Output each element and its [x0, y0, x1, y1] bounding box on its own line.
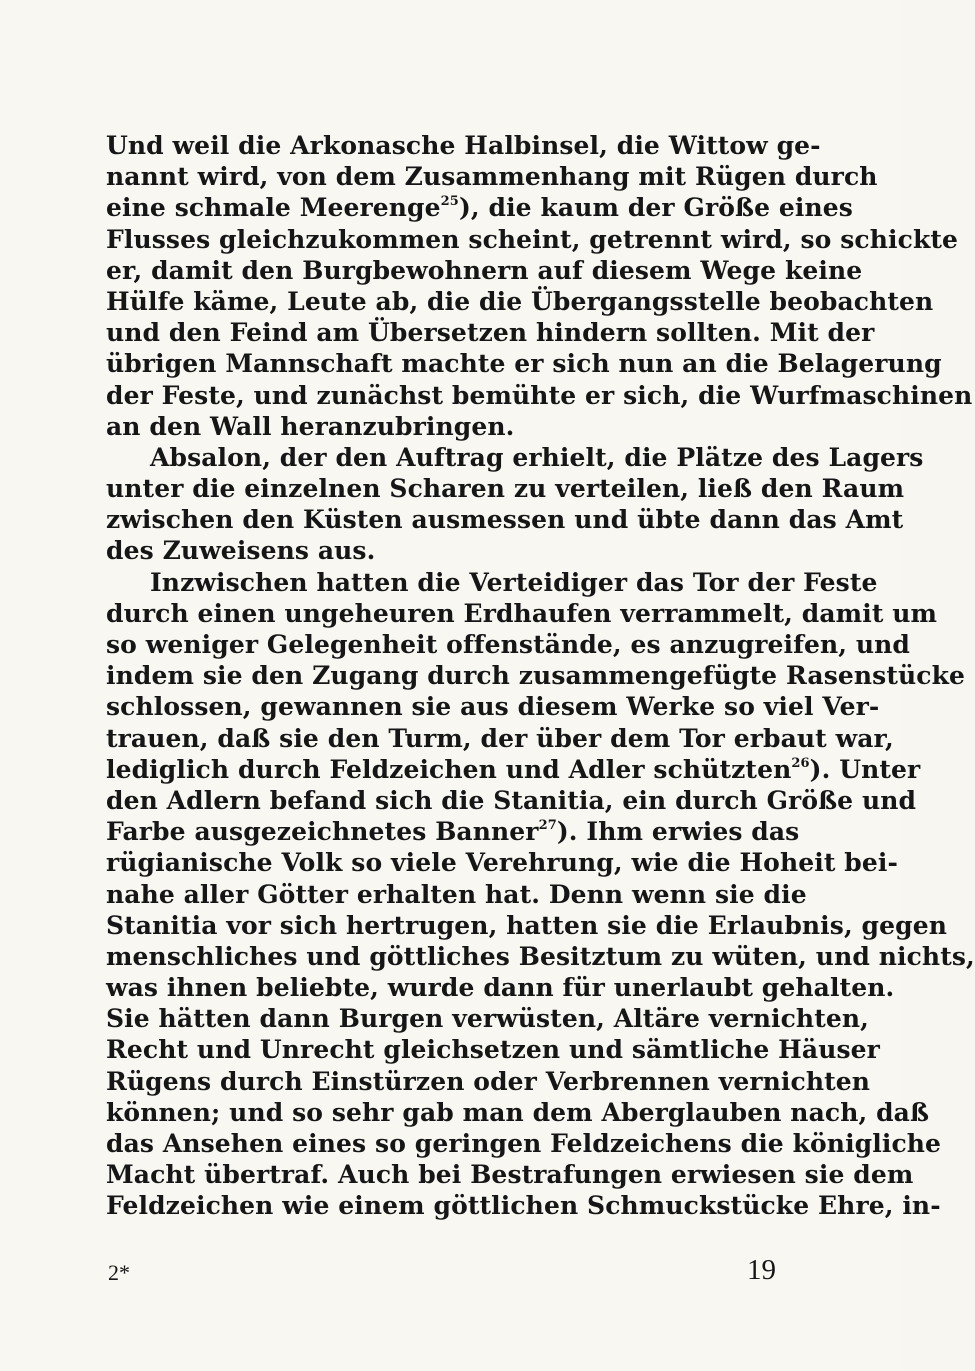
text-line: des Zuweisens aus.	[106, 536, 376, 566]
text-line: Inzwischen hatten die Verteidiger das Tor der Feste	[150, 567, 878, 597]
text-line: können; und so sehr gab man dem Aberglauben nach, daß	[106, 1097, 930, 1127]
text-line: so weniger Gelegenheit offenstände, es anzugreifen, und	[106, 630, 910, 659]
text-line: rügianische Volk so viele Verehrung, wie die Hoheit bei-	[106, 848, 898, 878]
paragraph	[106, 567, 975, 1222]
text-line: durch einen ungeheuren Erdhaufen verrammelt, damit um	[106, 598, 938, 628]
text-line: Rügens durch Einstürzen oder Verbrennen vernichten	[106, 1066, 871, 1096]
paragraph	[106, 442, 924, 567]
text-line: unter die einzelnen Scharen zu verteilen, ließ den Raum	[106, 474, 905, 504]
text-line: an den Wall heranzubringen.	[106, 411, 515, 441]
text-line: lediglich durch Feldzeichen und Adler schützten$^{26}$). Unter	[106, 754, 921, 784]
text-line: Und weil die Arkonasche Halbinsel, die Wittow ge-	[106, 131, 821, 160]
footnote-marker: 26	[791, 755, 810, 771]
text-line: Absalon, der den Auftrag erhielt, die Plätze des Lagers	[150, 442, 924, 472]
text-line: Farbe ausgezeichnetes Banner$^{27}$). Ihm erwies das	[106, 817, 800, 847]
text-line: Recht und Unrecht gleichsetzen und sämtliche Häuser	[106, 1035, 880, 1065]
text-line: übrigen Mannschaft machte er sich nun an die Belagerung	[106, 349, 942, 379]
text-line: Flusses gleichzukommen scheint, getrennt wird, so schickte	[106, 224, 959, 254]
text-line: was ihnen beliebte, wurde dann für unerlaubt gehalten.	[106, 973, 895, 1003]
body-text	[106, 130, 975, 1222]
text-line: trauen, daß sie den Turm, der über dem Tor erbaut war,	[106, 723, 894, 753]
page-number: 19	[747, 1254, 776, 1286]
text-line: Feldzeichen wie einem göttlichen Schmuckstücke Ehre, in-	[106, 1191, 941, 1221]
text-line: er, damit den Burgbewohnern auf diesem Wege keine	[106, 255, 863, 285]
text-line: den Adlern befand sich die Stanitia, ein durch Größe und	[106, 785, 917, 815]
text-line: das Ansehen eines so geringen Feldzeichens die königliche	[106, 1129, 942, 1158]
text-line: der Feste, und zunächst bemühte er sich, die Wurfmaschinen	[106, 380, 973, 410]
text-line: Stanitia vor sich hertrugen, hatten sie die Erlaubnis, gegen	[106, 910, 947, 940]
sheet-signature: 2*	[108, 1260, 130, 1285]
text-line: nannt wird, von dem Zusammenhang mit Rügen durch	[106, 162, 878, 192]
footnote-marker: 27	[538, 818, 557, 834]
text-line: schlossen, gewannen sie aus diesem Werke so viel Ver-	[106, 692, 880, 722]
text-line: indem sie den Zugang durch zusammengefügte Rasenstücke	[106, 661, 966, 691]
text-line: nahe aller Götter erhalten hat. Denn wenn sie die	[106, 879, 807, 909]
paragraph	[106, 130, 973, 442]
text-line: und den Feind am Übersetzen hindern sollten. Mit der	[106, 318, 875, 348]
text-line: Macht übertraf. Auch bei Bestrafungen erwiesen sie dem	[106, 1160, 914, 1190]
text-line: Sie hätten dann Burgen verwüsten, Altäre vernichten,	[106, 1004, 869, 1034]
text-line: Hülfe käme, Leute ab, die die Übergangsstelle beobachten	[106, 286, 934, 316]
footnote-marker: 25	[440, 194, 459, 210]
text-line: eine schmale Meerenge$^{25}$), die kaum der Größe eines	[106, 193, 853, 223]
text-line: menschliches und göttliches Besitztum zu wüten, und nichts,	[106, 941, 975, 971]
text-line: zwischen den Küsten ausmessen und übte dann das Amt	[106, 505, 904, 535]
